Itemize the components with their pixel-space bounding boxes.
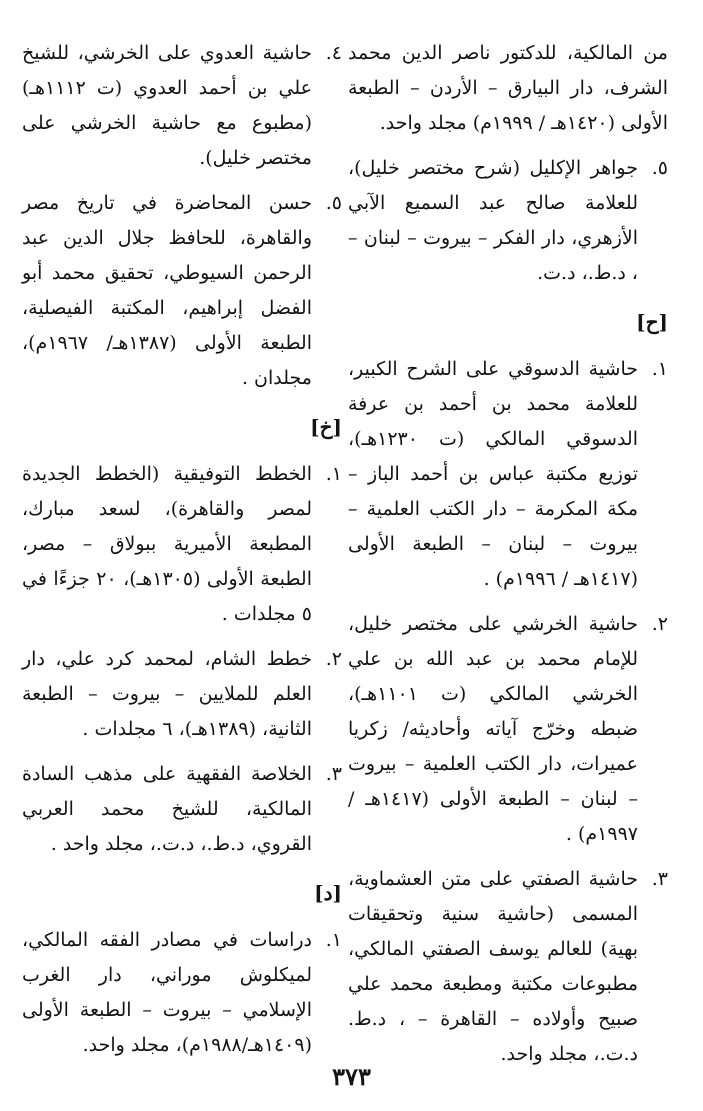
entry-text: الخطط التوفيقية (الخطط الجديدة لمصر والقاهرة)، لسعد مبارك، المطبعة الأميرية ببولاق – مصر، الطبعة الأولى (١٣٠٥هـ)، ٢٠ جزءًا في ٥ مجلدات . xyxy=(22,463,312,625)
entry-text: حاشية العدوي على الخرشي، للشيخ علي بن أحمد العدوي (ت ١١١٢هـ) (مطبوع مع حاشية الخرشي على مختصر خليل). xyxy=(22,42,312,169)
bibliography-entry xyxy=(22,757,342,862)
entry-text: الخلاصة الفقهية على مذهب السادة المالكية، للشيخ محمد العربي القروي، د.ط.، د.ت.، مجلد واحد . xyxy=(22,763,312,855)
entry-number: ٢. xyxy=(651,613,668,635)
entry-number: ١. xyxy=(651,358,668,380)
bibliography-entry xyxy=(348,352,668,597)
bibliography-entry xyxy=(22,36,342,176)
bibliography-entry xyxy=(22,457,342,632)
section-heading-dal: [د] xyxy=(314,881,342,905)
entry-number: ٥. xyxy=(651,157,668,179)
entry-number: ٣. xyxy=(651,868,668,890)
right-column xyxy=(348,36,668,1082)
bibliography-entry xyxy=(348,607,668,852)
entry-number: ٣. xyxy=(325,763,342,785)
entry-text: دراسات في مصادر الفقه المالكي، لميكلوش موراني، دار الغرب الإسلامي – بيروت – الطبعة الأولى (١٤٠٩هـ/١٩٨٨م)، مجلد واحد. xyxy=(22,929,312,1056)
entry-text: حاشية الخرشي على مختصر خليل، للإمام محمد بن عبد الله بن علي الخرشي المالكي (ت ١١٠١هـ)، ضبطه وخرّج آياته وأحاديثه/ زكريا عميرات، دار الكتب العلمية – بيروت – لبنان – الطبعة الأولى (١٤١٧هـ / ١٩٩٧م) . xyxy=(348,613,638,845)
entry-text: حاشية الدسوقي على الشرح الكبير، للعلامة محمد بن أحمد بن عرفة الدسوقي المالكي (ت ١٢٣٠هـ)، توزيع مكتبة عباس بن أحمد الباز – مكة المكرمة – دار الكتب العلمية – بيروت – لبنان – الطبعة الأولى (١٤١٧هـ / ١٩٩٦م) . xyxy=(348,358,638,590)
bibliography-entry xyxy=(22,186,342,396)
entry-number: ٤. xyxy=(325,42,342,64)
page-number: ٣٧٣ xyxy=(332,1062,371,1091)
entry-number: ٥. xyxy=(325,192,342,214)
entry-number: ٢. xyxy=(325,648,342,670)
entry-text: من المالكية، للدكتور ناصر الدين محمد الشرف، دار البيارق – الأردن – الطبعة الأولى (١٤٢٠هـ / ١٩٩٩م) مجلد واحد. xyxy=(348,42,668,134)
section-heading-kha: [خ] xyxy=(310,415,342,439)
bibliography-entry xyxy=(348,862,668,1072)
bibliography-entry xyxy=(22,642,342,747)
bibliography-entry xyxy=(348,151,668,291)
entry-number: ١. xyxy=(325,463,342,485)
section-heading-ha: [ح] xyxy=(636,310,668,334)
entry-continuation xyxy=(348,36,668,141)
bibliography-entry xyxy=(22,923,342,1063)
entry-text: حاشية الصفتي على متن العشماوية، المسمى (حاشية سنية وتحقيقات بهية) للعالم يوسف الصفتي المالكي، مطبوعات مكتبة ومطبعة محمد علي صبيح وأولاده – القاهرة – ، د.ط. د.ت.، مجلد واحد. xyxy=(348,868,638,1065)
entry-number: ١. xyxy=(325,929,342,951)
entry-text: خطط الشام، لمحمد كرد علي، دار العلم للملايين – بيروت – الطبعة الثانية، (١٣٨٩هـ)، ٦ مجلدات . xyxy=(22,648,312,740)
entry-text: حسن المحاضرة في تاريخ مصر والقاهرة، للحافظ جلال الدين عبد الرحمن السيوطي، تحقيق محمد أبو الفضل إبراهيم، المكتبة الفيصلية، الطبعة الأولى (١٣٨٧هـ/ ١٩٦٧م)، مجلدان . xyxy=(22,192,312,389)
left-column xyxy=(22,36,342,1073)
entry-text: جواهر الإكليل (شرح مختصر خليل)، للعلامة صالح عبد السميع الآبي الأزهري، دار الفكر – بيروت – لبنان – ، د.ط.، د.ت. xyxy=(348,157,638,284)
